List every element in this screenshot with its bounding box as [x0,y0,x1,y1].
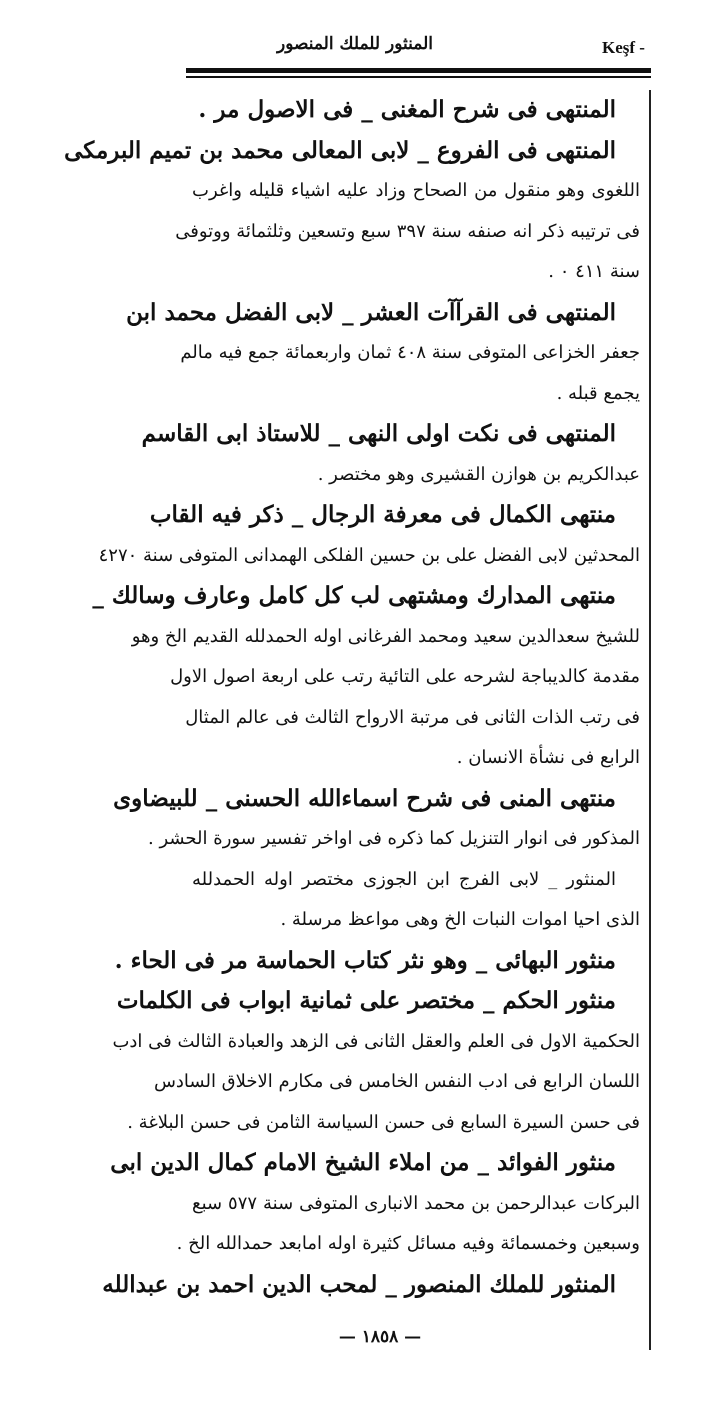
body-text-line: المذكور فى انوار التنزيل كما ذكره فى اواخر تفسير سورة الحشر . [148,828,640,849]
entry-title-line: منتهى الكمال فى معرفة الرجال _ ذكر فيه القاب [149,501,616,528]
body-text-line: المحدثين لابى الفضل على بن حسين الفلكى الهمدانى المتوفى سنة ٤٢٧٠ [98,544,640,566]
body-text-line: اللسان الرابع فى ادب النفس الخامس فى مكارم الاخلاق السادس [153,1071,640,1092]
body-text-line: الحكمية الاول فى العلم والعقل الثانى فى الزهد والعبادة الثالث فى ادب [112,1030,640,1052]
running-head-left: Keşf - [602,38,645,57]
entry-title-line: المنتهى فى القرآآت العشر _ لابى الفضل محمد ابن [126,298,616,326]
body-text-line: اللغوى وهو منقول من الصحاح وزاد عليه اشياء قليله واغرب [192,180,640,201]
body-text-line: المنثور _ لابى الفرج ابن الجوزى مختصر اوله الحمدلله [192,868,616,890]
entry-title-line: المنتهى فى نكت اولى النهى _ للاستاذ ابى القاسم [141,420,616,447]
entry-title-line: منثور الفوائد _ من املاء الشيخ الامام كمال الدين ابى [110,1149,616,1176]
entry-title-line: منثور البهائى _ وهو نثر كتاب الحماسة مر فى الحاء . [114,946,616,974]
body-text-line: للشيخ سعدالدين سعيد ومحمد الفرغانى اوله الحمدلله القديم الخ وهو [131,625,640,647]
body-text-line: سنة ٤١١ ٠ . [548,261,640,282]
entry-title-line: منتهى المدارك ومشتهى لب كل كامل وعارف وسالك _ [92,582,616,609]
header-rule-thin [186,76,651,78]
body-text-line: مقدمة كالديباجة لشرحه على التائية رتب على اربعة اصول الاول [170,666,640,687]
body-text-line: عبدالكريم بن هوازن القشيرى وهو مختصر . [317,463,640,485]
body-text-line: الرابع فى نشأة الانسان . [456,747,640,768]
body-text-line: فى حسن السيرة السابع فى حسن السياسة الثامن فى حسن البلاغة . [127,1111,640,1133]
entry-title-line: منتهى المنى فى شرح اسماءالله الحسنى _ للبيضاوى [113,784,616,812]
header-rule-thick [186,68,651,73]
body-text-line: فى ترتيبه ذكر انه صنفه سنة ٣٩٧ سبع وتسعين وثلثمائة ووتوفى [175,220,640,242]
entry-title-line: المنتهى فى الفروع _ لابى المعالى محمد بن تميم البرمكى [64,136,616,164]
entry-title-line: المنتهى فى شرح المغنى _ فى الاصول مر . [198,96,616,123]
entry-title-line: المنثور للملك المنصور _ لمحب الدين احمد بن عبدالله [102,1270,616,1298]
body-text-line: الذى احيا اموات النبات الخ وهى مواعظ مرسلة . [280,909,640,930]
column-rule [649,90,651,1350]
entry-title-line: منثور الحكم _ مختصر على ثمانية ابواب فى الكلمات [116,987,616,1014]
body-text-line: جعفر الخزاعى المتوفى سنة ٤٠٨ ثمان واربعمائة جمع فيه مالم [180,342,640,363]
body-text-line: يجمع قبله . [556,382,640,404]
body-text-line: فى رتب الذات الثانى فى مرتبة الارواح الثالث فى عالم المثال [185,706,640,728]
running-head-title: المنثور للملك المنصور [276,34,433,54]
body-text-line: البركات عبدالرحمن بن محمد الانبارى المتوفى سنة ٥٧٧ سبع [192,1192,640,1214]
text-column [64,90,640,1305]
body-text-line: وسبعين وخمسمائة وفيه مسائل كثيرة اوله امابعد حمدالله الخ . [176,1233,640,1254]
page-number: — ١٨٥٨ — [338,1327,422,1347]
